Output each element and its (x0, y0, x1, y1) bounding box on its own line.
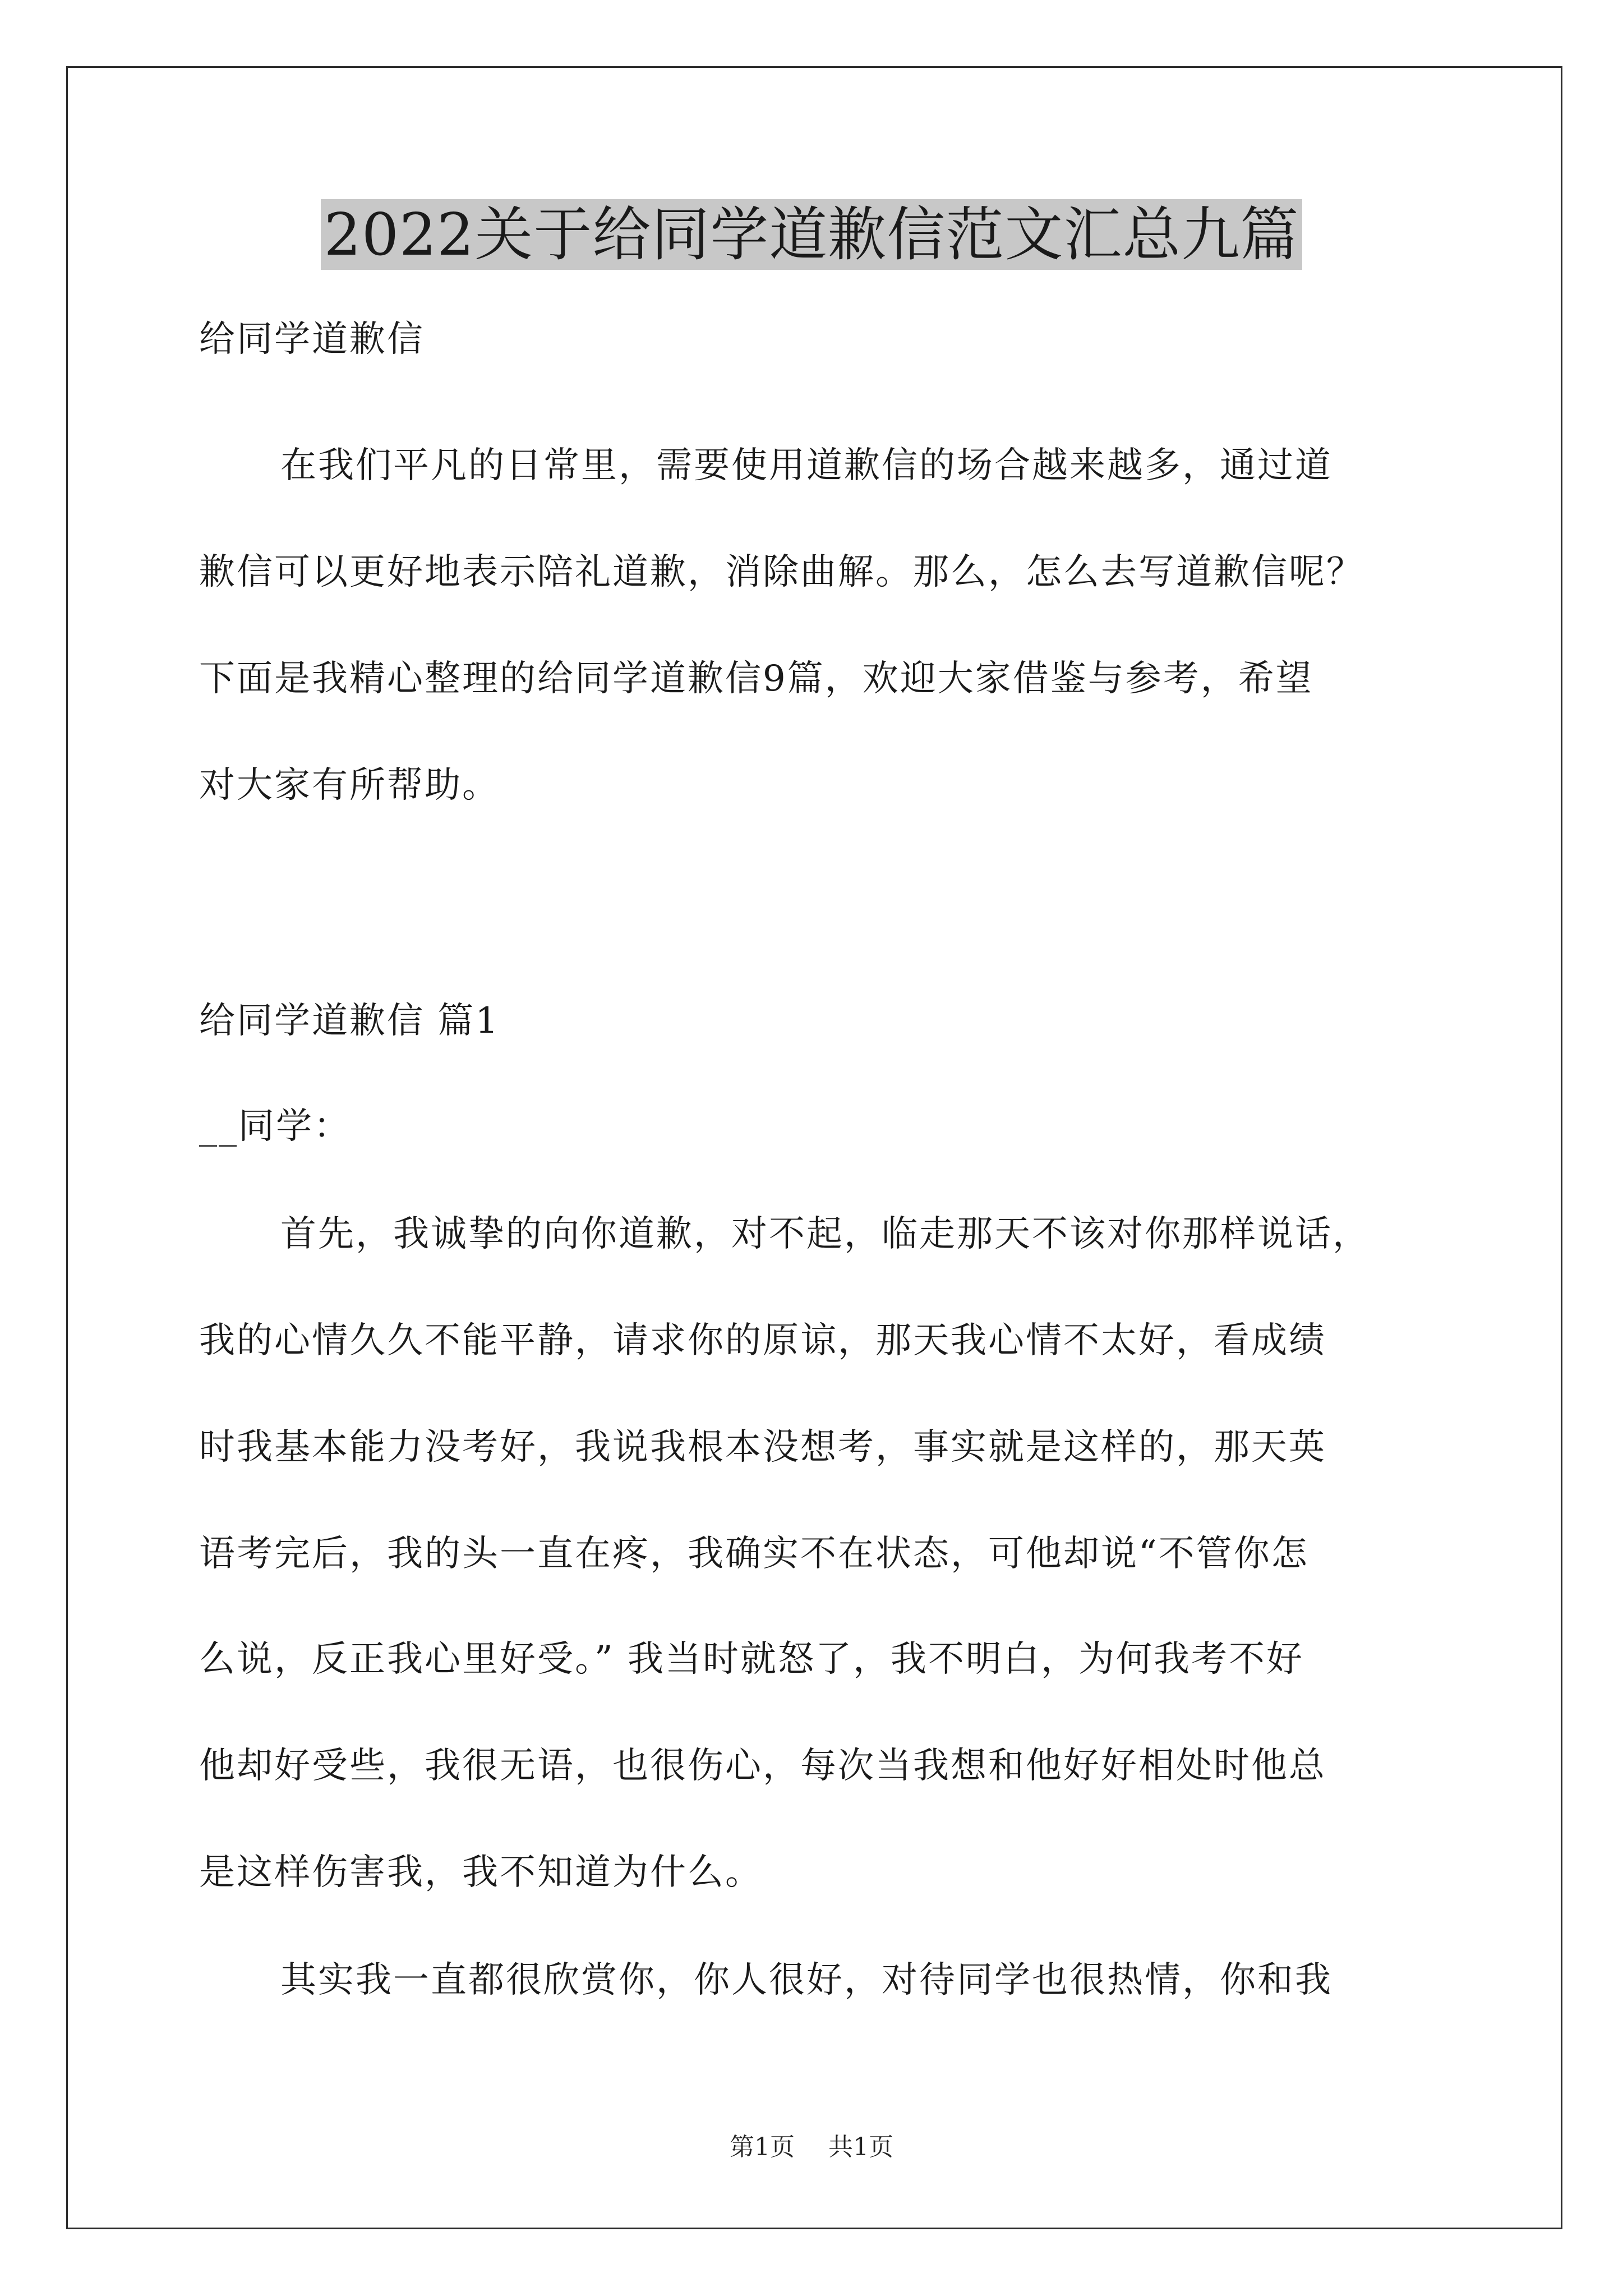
intro-line: 下面是我精心整理的给同学道歉信9篇，欢迎大家借鉴与参考，希望 (199, 658, 1313, 700)
intro-line: 歉信可以更好地表示陪礼道歉，消除曲解。那么，怎么去写道歉信呢？ (199, 551, 1364, 593)
piece-heading: 给同学道歉信 篇1 (199, 1000, 500, 1042)
page-total: 共1页 (828, 2133, 893, 2161)
section-heading: 给同学道歉信 (199, 319, 425, 360)
document-title: 2022关于给同学道歉信范文汇总九篇 (321, 199, 1303, 270)
intro-line: 对大家有所帮助。 (199, 765, 500, 806)
salutation: __同学： (199, 1106, 351, 1147)
body-line: 语考完后，我的头一直在疼，我确实不在状态，可他却说“不管你怎 (199, 1533, 1309, 1575)
body-line: 他却好受些，我很无语，也很伤心，每次当我想和他好好相处时他总 (199, 1745, 1326, 1787)
intro-line: 在我们平凡的日常里，需要使用道歉信的场合越来越多，通过道 (280, 445, 1332, 486)
body-line: 首先，我诚挚的向你道歉，对不起，临走那天不该对你那样说话， (280, 1213, 1370, 1255)
body-line: 其实我一直都很欣赏你，你人很好，对待同学也很热情，你和我 (280, 1959, 1332, 2001)
page-number: 第1页 (730, 2133, 795, 2161)
body-line: 时我基本能力没考好，我说我根本没想考，事实就是这样的，那天英 (199, 1427, 1326, 1468)
body-line: 我的心情久久不能平静，请求你的原谅，那天我心情不太好，看成绩 (199, 1320, 1326, 1361)
body-line: 么说，反正我心里好受。” 我当时就怒了，我不明白，为何我考不好 (199, 1639, 1304, 1680)
title-container (0, 199, 1623, 270)
body-line: 是这样伤害我，我不知道为什么。 (199, 1852, 763, 1893)
page-footer (0, 2132, 1623, 2163)
